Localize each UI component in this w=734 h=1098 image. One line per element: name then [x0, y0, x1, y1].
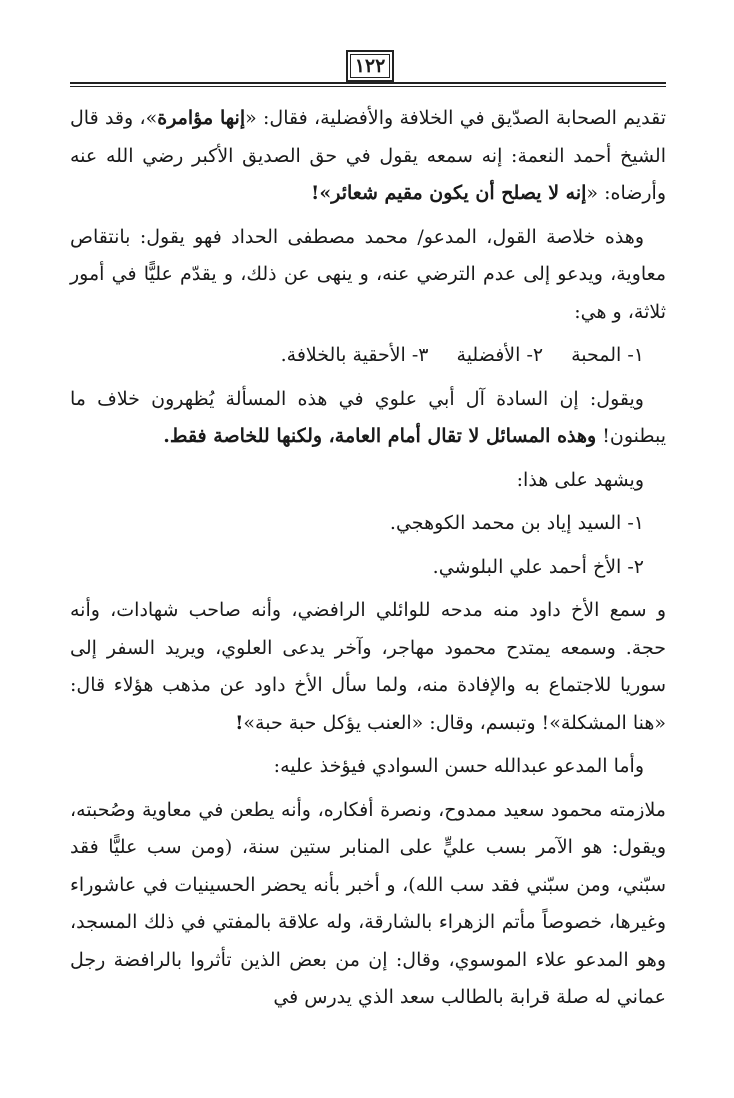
paragraph-4: ويشهد على هذا:: [516, 468, 644, 491]
p3-text-a: ويقول: إن السادة آل أبي علوي في هذه المسألة يُظهرون خلاف ما يبطنون!: [70, 387, 666, 447]
witness-1: ١- السيد إياد بن محمد الكوهجي.: [389, 512, 644, 534]
p1-text-e: »!: [311, 182, 332, 204]
list-item: ٣- الأحقية بالخلافة.: [280, 344, 429, 366]
page-body: [70, 100, 666, 1023]
paragraph-1: [70, 100, 666, 213]
paragraph-2: وهذه خلاصة القول، المدعو/ محمد مصطفى الحداد فهو يقول: بانتقاص معاوية، ويدعو إلى عدم الترضي عنه، و ينهى عن ذلك، و يقدّم عليًّا في أمور ثلاثة، و هي:: [70, 225, 666, 323]
page-number: ١٢٢: [346, 50, 394, 82]
header-rule: [70, 82, 666, 84]
paragraph-5: [70, 592, 666, 742]
p1-quote-1: إنها مؤامرة: [157, 107, 246, 129]
p5-text-b: !: [235, 711, 244, 734]
paragraph-6: وأما المدعو عبدالله حسن السوادي فيؤخذ عليه:: [273, 755, 644, 777]
header-rule-thin: [70, 86, 666, 87]
list-item: ٢- الأفضلية: [456, 344, 544, 366]
p1-quote-2: إنه لا يصلح أن يكون مقيم شعائر: [331, 182, 587, 204]
p1-text-a: تقديم الصحابة الصدّيق في الخلافة والأفضلية، فقال: «: [245, 107, 666, 129]
witness-2: ٢- الأخ أحمد علي البلوشي.: [432, 555, 644, 578]
page-header: [70, 46, 666, 90]
paragraph-7: ملازمته محمود سعيد ممدوح، ونصرة أفكاره، وأنه يطعن في معاوية وصُحبته، ويقول: هو الآمر بسب عليٍّ على المنابر ستين سنة، (ومن سب عليًّا فقد سبّني، ومن سبّني فقد سب الله)، و أخبر بأنه يحضر الحسينيات في عاشوراء وغيرها، خصوصاً مأتم الزهراء بالشارقة، وله علاقة بالمفتي في ذلك المسجد، وهو المدعو علاء الموسوي، وقال: إن من بعض الذين تأثروا بالرافضة رجل عماني له صلة قرابة بالطالب سعد الذي يدرس في: [70, 798, 666, 1008]
p3-text-b: وهذه المسائل لا تقال أمام العامة، ولكنها للخاصة فقط.: [163, 425, 597, 447]
p1-text-c: »، وقد قال الشيخ أحمد النعمة: إنه سمعه يقول في حق الصديق الأكبر رضي الله عنه وأرضاه: «: [70, 107, 666, 204]
list-item: ١- المحبة: [571, 344, 644, 366]
paragraph-3: [70, 381, 666, 456]
p5-text-a: و سمع الأخ داود منه مدحه للوائلي الرافضي، وأنه صاحب شهادات، وأنه حجة. وسمعه يمتدح محمود مهاجر، وآخر يدعى العلوي، ويريد السفر إلى سوريا للاجتماع به والإفادة منه، ولما سأل الأخ داود عن مذهب هؤلاء قال: «هنا المشكلة»! وتبسم، وقال: «العنب يؤكل حبة حبة»: [70, 599, 666, 734]
list-three-matters: [70, 337, 666, 375]
